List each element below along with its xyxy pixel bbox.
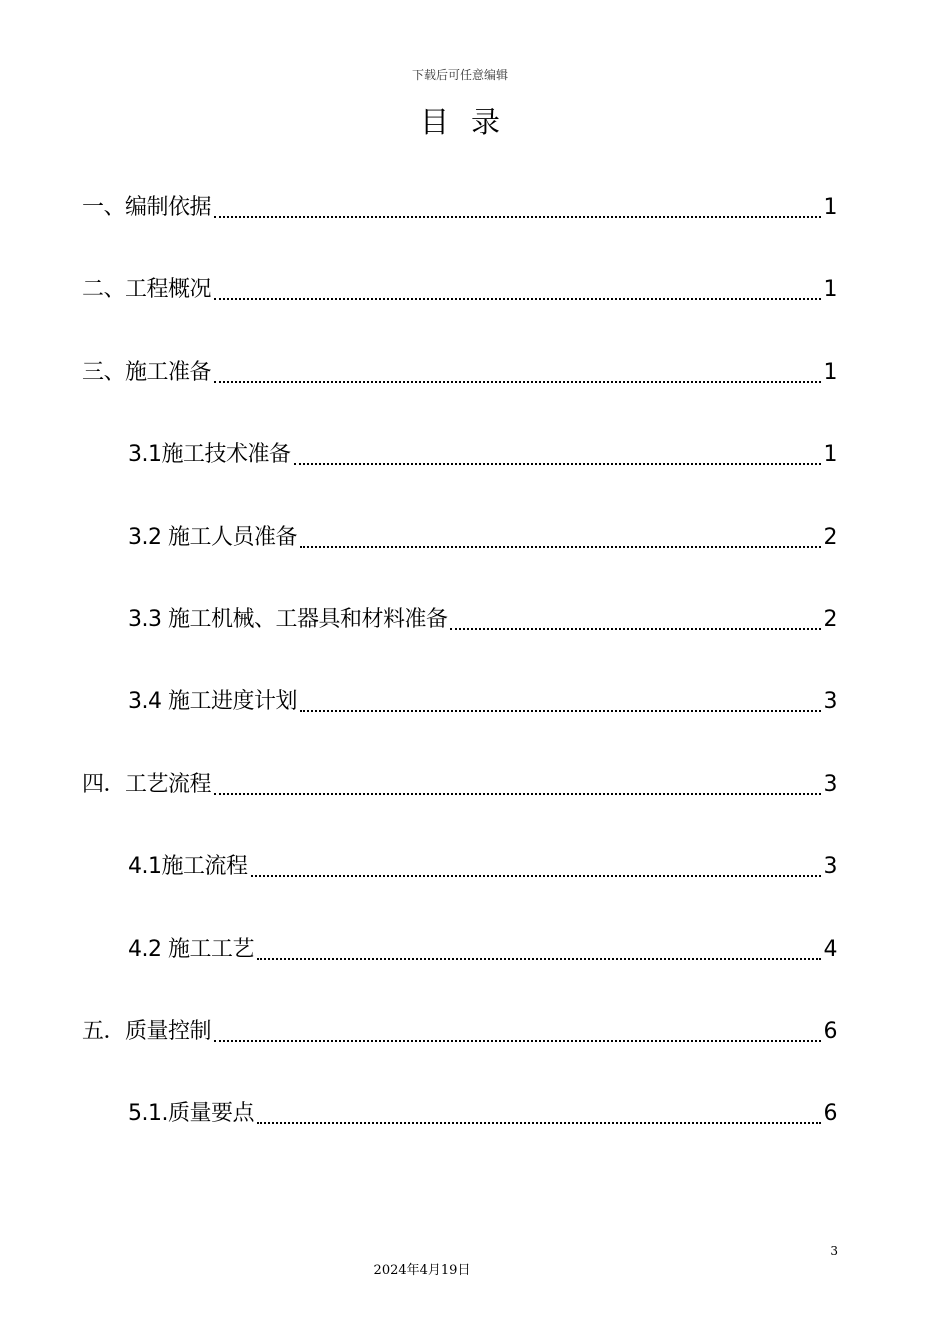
toc-entry[interactable]: [82, 272, 837, 354]
toc-entry[interactable]: [82, 767, 837, 849]
toc-entry-label: 四．工艺流程: [82, 771, 212, 797]
header-note: 下载后可任意编辑: [411, 68, 508, 82]
toc-entry-page: 1: [823, 277, 837, 303]
toc-entry[interactable]: [82, 520, 837, 602]
page-number: 3: [830, 1244, 838, 1258]
toc-leader-dots: [294, 437, 821, 465]
toc-entry-page: 2: [823, 606, 837, 632]
toc-entry-page: 4: [823, 936, 837, 962]
toc-leader-dots: [214, 767, 820, 795]
toc-entry-page: 3: [823, 689, 837, 715]
toc-leader-dots: [300, 520, 821, 548]
footer-date: 2024年4月19日: [373, 1263, 471, 1278]
toc-entry[interactable]: [82, 849, 837, 931]
toc-leader-dots: [257, 1096, 821, 1124]
toc-entry-label: 一、编制依据: [82, 195, 212, 220]
toc-entry-page: 1: [823, 442, 837, 468]
toc-entry-label: 五．质量控制: [82, 1018, 212, 1044]
toc-leader-dots: [214, 1014, 820, 1042]
toc-leader-dots: [251, 849, 821, 877]
toc-entry-page: 3: [823, 854, 837, 880]
toc-entry-label: 3.3 施工机械、工器具和材料准备: [128, 606, 448, 632]
table-of-contents: [82, 190, 837, 1179]
toc-entry-label: 5.1.质量要点: [128, 1101, 254, 1127]
toc-leader-dots: [257, 932, 821, 960]
toc-entry-label: 4.1施工流程: [128, 854, 248, 880]
toc-leader-dots: [450, 602, 820, 630]
toc-entry[interactable]: [82, 1014, 837, 1096]
toc-entry[interactable]: [82, 602, 837, 684]
toc-entry-label: 三、施工准备: [82, 359, 212, 385]
toc-leader-dots: [214, 272, 820, 300]
toc-entry-label: 3.1施工技术准备: [128, 442, 291, 468]
toc-title: 目录: [419, 105, 522, 139]
toc-entry[interactable]: [82, 355, 837, 437]
toc-entry-label: 3.4 施工进度计划: [128, 689, 297, 715]
toc-entry-label: 二、工程概况: [82, 277, 212, 303]
toc-entry-label: 3.2 施工人员准备: [128, 524, 297, 550]
toc-entry-page: 2: [823, 524, 837, 550]
toc-entry-page: 1: [823, 359, 837, 385]
toc-entry-page: 6: [823, 1101, 837, 1127]
toc-entry-label: 4.2 施工工艺: [128, 936, 254, 962]
toc-entry[interactable]: [82, 932, 837, 1014]
toc-entry[interactable]: [82, 190, 837, 272]
toc-leader-dots: [300, 684, 821, 712]
toc-entry[interactable]: [82, 437, 837, 519]
toc-leader-dots: [214, 190, 820, 218]
toc-entry-page: 1: [823, 195, 837, 220]
toc-leader-dots: [214, 355, 820, 383]
toc-entry-page: 3: [823, 771, 837, 797]
toc-entry[interactable]: [82, 1096, 837, 1178]
toc-entry[interactable]: [82, 684, 837, 766]
toc-entry-page: 6: [823, 1018, 837, 1044]
